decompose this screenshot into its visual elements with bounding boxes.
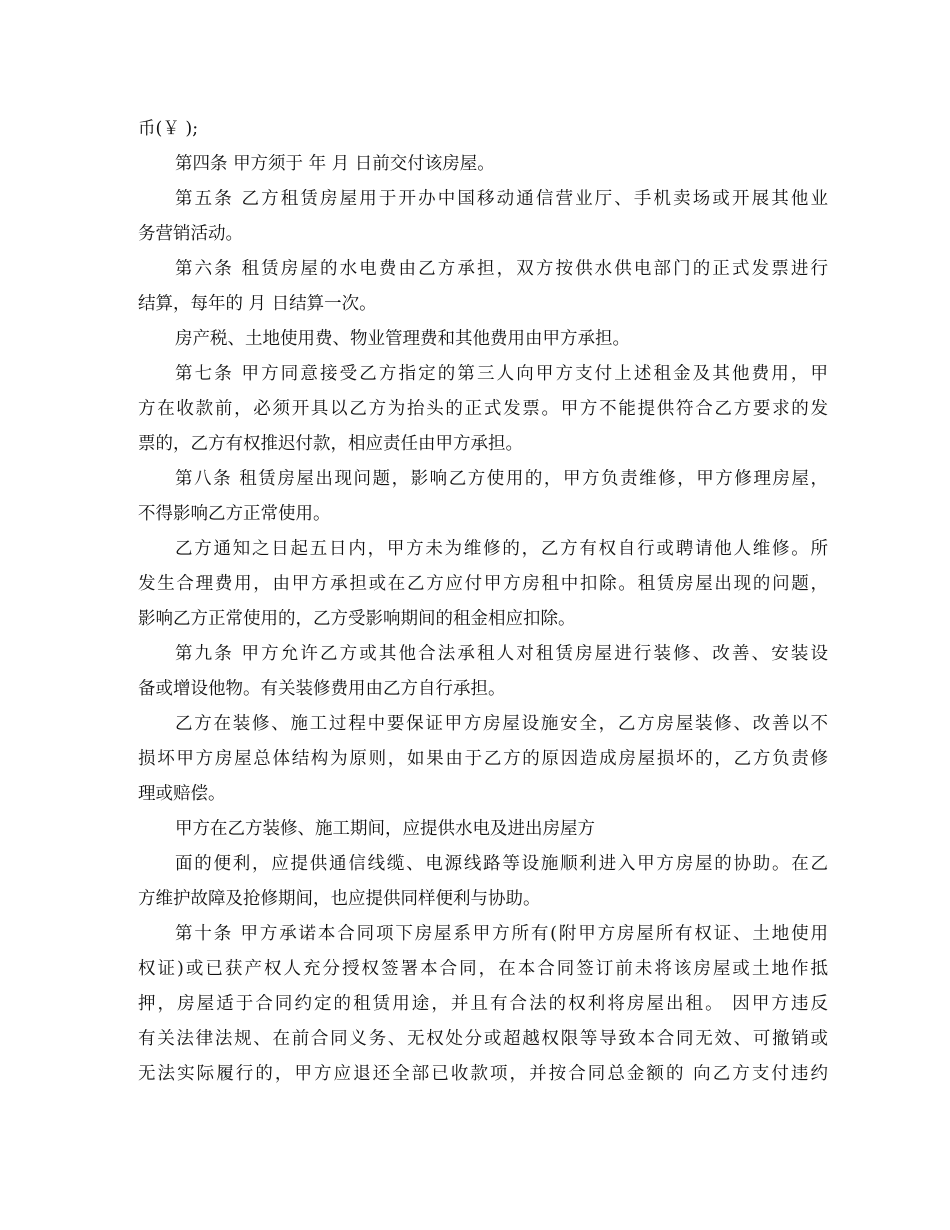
text-line: 权证)或已获产权人充分授权签署本合同，在本合同签订前未将该房屋或土地作抵: [138, 959, 828, 979]
text-line: 方维护故障及抢修期间，也应提供同样便利与协助。: [138, 889, 541, 909]
article-10-line: 第十条 甲方承诺本合同项下房屋系甲方所有(附甲方房屋所有权证、土地使用: [175, 924, 828, 944]
article-6-line: 第六条 租赁房屋的水电费由乙方承担，双方按供水供电部门的正式发票进行: [175, 259, 828, 279]
text-line: 备或增设他物。有关装修费用由乙方自行承担。: [138, 679, 506, 699]
article-9-line: 第九条 甲方允许乙方或其他合法承租人对租赁房屋进行装修、改善、安装设: [175, 644, 828, 664]
text-line: 无法实际履行的，甲方应退还全部已收款项，并按合同总金额的 向乙方支付违约: [138, 1064, 828, 1084]
text-line: 乙方通知之日起五日内，甲方未为维修的，乙方有权自行或聘请他人维修。所: [175, 539, 828, 559]
text-line: 损坏甲方房屋总体结构为原则，如果由于乙方的原因造成房屋损坏的，乙方负责修: [138, 749, 828, 769]
text-line: 影响乙方正常使用的，乙方受影响期间的租金相应扣除。: [138, 609, 576, 629]
text-line: 结算，每年的 月 日结算一次。: [138, 294, 377, 314]
article-8-line: 第八条 租赁房屋出现问题，影响乙方使用的，甲方负责维修，甲方修理房屋，: [175, 469, 828, 489]
text-line: 有关法律法规、在前合同义务、无权处分或超越权限等导致本合同无效、可撤销或: [138, 1029, 828, 1049]
text-line: 币(￥ );: [138, 119, 199, 139]
text-line: 房产税、土地使用费、物业管理费和其他费用由甲方承担。: [175, 329, 630, 349]
article-4-line: 第四条 甲方须于 年 月 日前交付该房屋。: [175, 154, 495, 174]
text-line: 务营销活动。: [138, 224, 243, 244]
text-line: 理或赔偿。: [138, 784, 226, 804]
text-line: 甲方在乙方装修、施工期间，应提供水电及进出房屋方: [175, 819, 595, 839]
article-7-line: 第七条 甲方同意接受乙方指定的第三人向甲方支付上述租金及其他费用，甲: [175, 364, 828, 384]
text-line: 不得影响乙方正常使用。: [138, 504, 331, 524]
text-line: 乙方在装修、施工过程中要保证甲方房屋设施安全，乙方房屋装修、改善以不: [175, 714, 828, 734]
text-line: 票的，乙方有权推迟付款，相应责任由甲方承担。: [138, 434, 523, 454]
text-line: 面的便利，应提供通信线缆、电源线路等设施顺利进入甲方房屋的协助。在乙: [175, 854, 828, 874]
text-line: 发生合理费用，由甲方承担或在乙方应付甲方房租中扣除。租赁房屋出现的问题，: [138, 574, 828, 594]
text-line: 押，房屋适于合同约定的租赁用途，并且有合法的权利将房屋出租。 因甲方违反: [138, 994, 828, 1014]
article-5-line: 第五条 乙方租赁房屋用于开办中国移动通信营业厅、手机卖场或开展其他业: [175, 189, 828, 209]
text-line: 方在收款前，必须开具以乙方为抬头的正式发票。甲方不能提供符合乙方要求的发: [138, 399, 828, 419]
